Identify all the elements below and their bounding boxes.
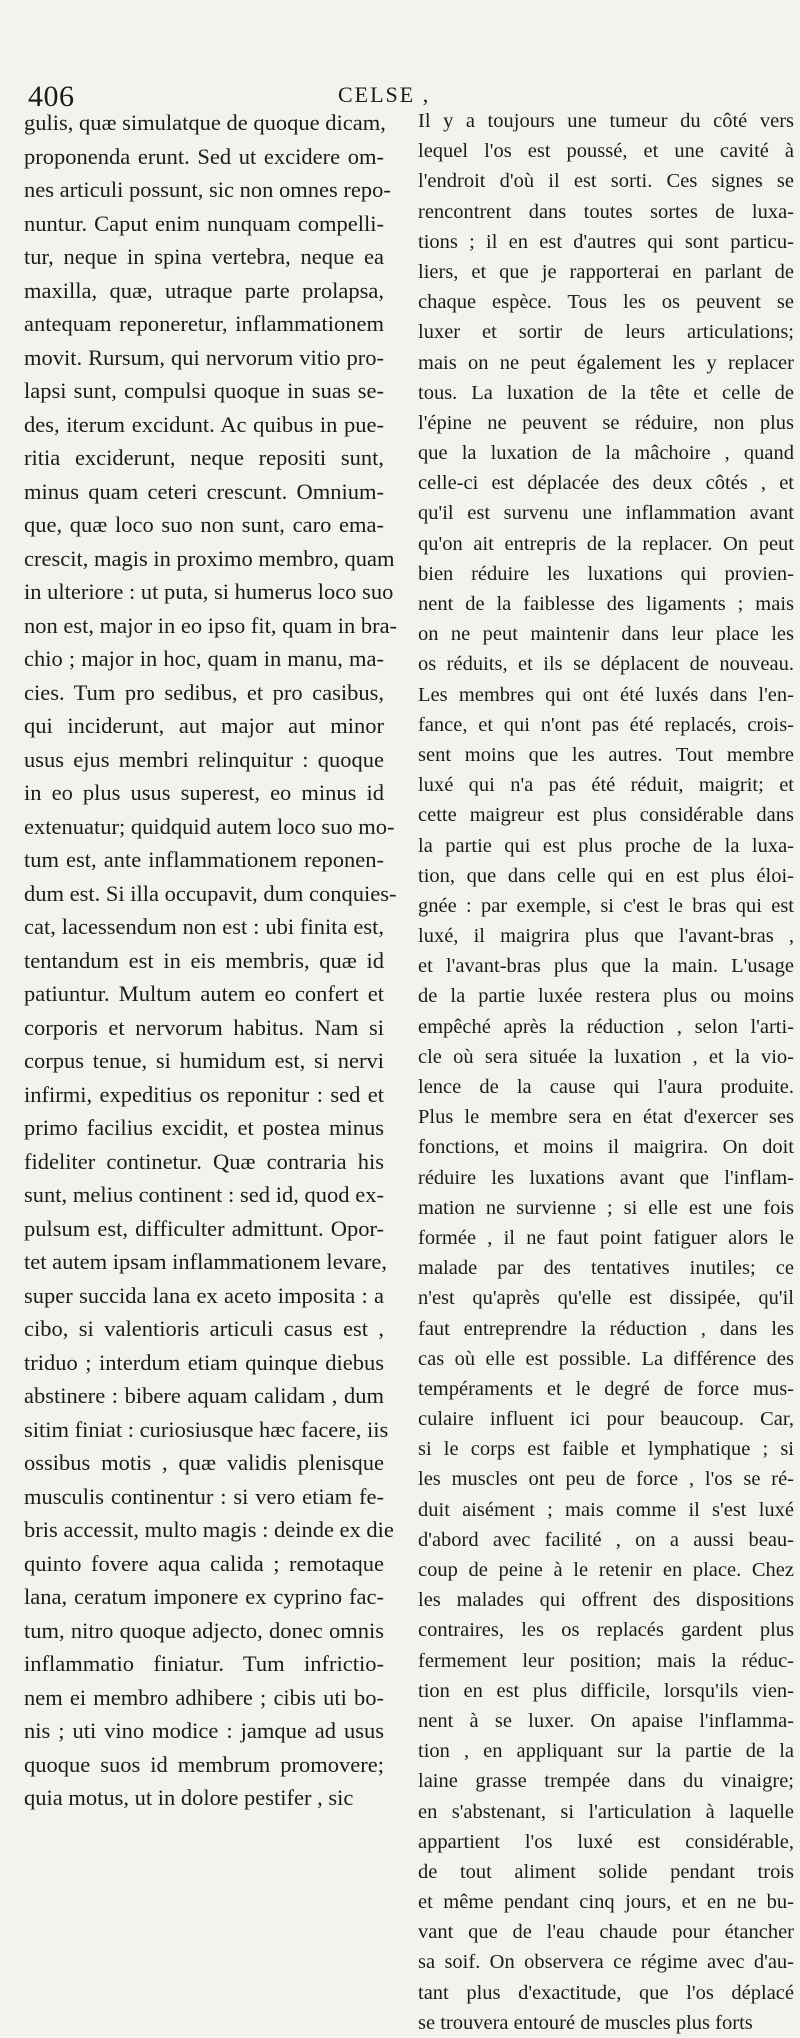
latin-text-line: patiuntur. Multum autem eo confert et [24, 981, 384, 1006]
french-text-line: la partie qui est plus proche de la luxa- [418, 834, 794, 857]
page-number: 406 [28, 80, 75, 113]
latin-text-line: non est, major in eo ipso fit, quam in bra- [24, 612, 398, 638]
latin-text-line: nuntur. Caput enim nunquam compelli- [24, 210, 384, 236]
latin-text-line: antequam reponeretur, inflammationem [24, 311, 384, 336]
french-text-line: mation ne survienne ; si elle est une fois [418, 1196, 794, 1219]
french-text-line: n'est qu'après qu'elle est dissipée, qu'il [418, 1287, 794, 1310]
latin-text-line: ossibus motis , quæ validis plenisque [24, 1450, 384, 1475]
french-text-line: qu'on ait entrepris de la replacer. On peut [418, 532, 794, 555]
french-text-line: l'endroit d'où il est sorti. Ces signes se [418, 170, 794, 193]
latin-text-line: abstinere : bibere aquam calidam , dum [24, 1383, 384, 1408]
latin-text-line: quoque suos id membrum promovere; [24, 1751, 384, 1777]
french-text-line: luxé, il maigrira plus que l'avant-bras , [418, 925, 794, 948]
latin-text-line: cibo, si valentioris articuli casus est , [24, 1316, 384, 1341]
french-text-line: fermement leur position; mais la réduc- [418, 1649, 794, 1672]
latin-text-line: super succida lana ex aceto imposita : a [24, 1282, 384, 1308]
latin-text-line: proponenda erunt. Sed ut excidere om- [24, 143, 384, 169]
latin-text-line: in ulteriore : ut puta, si humerus loco suo [24, 579, 394, 604]
latin-text-line: gulis, quæ simulatque de quoque dicam, [24, 110, 386, 135]
french-text-line: luxer et sortir de leurs articulations; [418, 321, 794, 344]
french-text-line: bien réduire les luxations qui provien- [418, 562, 794, 585]
french-text-line: tion en est plus difficile, lorsqu'ils vien- [418, 1679, 794, 1702]
latin-text-line: ritia exciderunt, neque repositi sunt, [24, 445, 384, 470]
french-text-line: les malades qui offrent des dispositions [418, 1589, 794, 1612]
french-text-line: appartient l'os luxé est considérable, [418, 1830, 794, 1853]
latin-text-line: corporis et nervorum habitus. Nam si [24, 1014, 384, 1040]
latin-text-line: quia motus, ut in dolore pestifer , sic [24, 1785, 354, 1810]
french-text-line: cle où sera située la luxation , et la vio- [418, 1045, 794, 1068]
french-text-line: l'épine ne peuvent se réduire, non plus [418, 411, 794, 434]
french-text-line: et l'avant-bras plus que la main. L'usage [418, 955, 794, 978]
latin-text-line: inflammatio finiatur. Tum infrictio- [24, 1651, 384, 1676]
french-text-line: Les membres qui ont été luxés dans l'en- [418, 683, 794, 706]
latin-text-line: tum est, ante inflammationem reponen- [24, 847, 384, 872]
french-text-line: tion, que dans celle qui en est plus éloi- [418, 864, 794, 887]
latin-text-line: qui inciderunt, aut major aut minor [24, 713, 384, 738]
latin-text-line: lana, ceratum imponere ex cyprino fac- [24, 1584, 384, 1609]
french-text-line: nent de la faiblesse des ligaments ; mais [418, 593, 794, 615]
latin-text-line: nes articuli possunt, sic non omnes repo- [24, 177, 391, 202]
latin-text-line: tum, nitro quoque adjecto, donec omnis [24, 1617, 384, 1643]
latin-text-line: tentandum est in eis membris, quæ id [24, 947, 384, 973]
french-text-line: les muscles ont peu de force , l'os se ré- [418, 1468, 794, 1491]
latin-text-line: infirmi, expeditius os reponitur : sed et [24, 1081, 384, 1107]
latin-text-line: quinto fovere aqua calida ; remotaque [24, 1550, 384, 1576]
latin-text-line: nem ei membro adhibere ; cibis uti bo- [24, 1684, 384, 1710]
french-text-line: qu'il est survenu une inflammation avant [418, 502, 794, 525]
french-text-line: nent à se luxer. On apaise l'inflamma- [418, 1709, 794, 1732]
french-text-line: tions ; il en est d'autres qui sont particu- [418, 230, 794, 253]
latin-text-line: triduo ; interdum etiam quinque diebus [24, 1349, 384, 1375]
latin-text-line: sitim finiat : curiosiusque hæc facere, iis [24, 1416, 389, 1442]
latin-text-line: pulsum est, difficulter admittunt. Opor- [24, 1215, 384, 1241]
latin-text-line: lapsi sunt, compulsi quoque in suas se- [24, 378, 384, 403]
french-text-line: se trouvera entouré de muscles plus forts [418, 2011, 753, 2034]
french-text-line: tous. La luxation de la tête et celle de [418, 381, 794, 404]
french-text-line: en s'abstenant, si l'articulation à laquelle [418, 1800, 794, 1823]
french-text-line: réduire les luxations avant que l'inflam- [418, 1166, 794, 1189]
latin-text-line: maxilla, quæ, utraque parte prolapsa, [24, 277, 384, 303]
latin-text-line: corpus tenue, si humidum est, si nervi [24, 1048, 384, 1073]
latin-text-line: primo facilius excidit, et postea minus [24, 1115, 384, 1140]
french-text-line: duit aisément ; mais comme il s'est luxé [418, 1498, 794, 1521]
french-text-line: luxé qui n'a pas été réduit, maigrit; et [418, 774, 794, 797]
french-text-line: laine grasse trempée dans du vinaigre; [418, 1770, 794, 1793]
french-text-line: si le corps est faible et lymphatique ; si [418, 1438, 794, 1461]
french-text-line: contraires, les os replacés gardent plus [418, 1619, 794, 1642]
french-text-line: faut entreprendre la réduction , dans les [418, 1317, 794, 1340]
latin-text-line: cies. Tum pro sedibus, et pro casibus, [24, 679, 384, 705]
french-text-line: tant plus d'exactitude, que l'os déplacé [418, 1981, 794, 2004]
french-text-line: Plus le membre sera en état d'exercer ses [418, 1106, 794, 1129]
latin-text-line: usus ejus membri relinquitur : quoque [24, 746, 384, 772]
french-text-line: cas où elle est possible. La différence des [418, 1347, 794, 1370]
latin-text-line: dum est. Si illa occupavit, dum conquies- [24, 880, 397, 906]
french-text-line: os réduits, et ils se déplacent de nouveau. [418, 653, 794, 676]
french-text-line: chaque espèce. Tous les os peuvent se [418, 291, 794, 314]
french-text-line: Il y a toujours une tumeur du côté vers [418, 110, 794, 132]
french-text-line: de la partie luxée restera plus ou moins [418, 985, 794, 1008]
latin-text-line: fideliter continetur. Quæ contraria his [24, 1148, 384, 1174]
french-text-line: d'abord avec facilité , on a aussi beau- [418, 1528, 794, 1551]
french-text-line: malade par des tentatives inutiles; ce [418, 1257, 794, 1280]
french-text-line: cette maigreur est plus considérable dans [418, 804, 794, 827]
latin-text-line: que, quæ loco suo non sunt, caro ema- [24, 512, 384, 537]
latin-column [24, 106, 398, 1815]
french-text-line: celle-ci est déplacée des deux côtés , et [418, 472, 794, 495]
french-text-line: vant que de l'eau chaude pour étancher [418, 1921, 794, 1944]
french-text-line: fonctions, et moins il maigrira. On doit [418, 1136, 794, 1159]
latin-text-line: extenuatur; quidquid autem loco suo mo- [24, 813, 395, 839]
latin-text-line: nis ; uti vino modice : jamque ad usus [24, 1718, 384, 1743]
latin-text-line: in eo plus usus superest, eo minus id [24, 780, 384, 805]
latin-text-line: crescit, magis in proximo membro, quam [24, 545, 395, 571]
french-text-line: et même pendant cinq jours, et en ne bu- [418, 1891, 794, 1914]
french-text-line: lequel l'os est poussé, et une cavité à [418, 140, 794, 163]
french-text-line: tempéraments et le degré de force mus- [418, 1377, 794, 1400]
french-text-line: on ne peut maintenir dans leur place les [418, 623, 794, 646]
french-text-line: formée , il ne faut point fatiguer alors le [418, 1226, 794, 1249]
latin-text-line: des, iterum excidunt. Ac quibus in pue- [24, 411, 384, 437]
latin-text-line: cat, lacessendum non est : ubi finita est, [24, 914, 384, 939]
french-text-line: coup de peine à le retenir en place. Chez [418, 1559, 794, 1581]
french-text-line: gnée : par exemple, si c'est le bras qui est [418, 894, 794, 917]
latin-text-line: movit. Rursum, qui nervorum vitio pro- [24, 344, 384, 370]
latin-text-line: bris accessit, multo magis : deinde ex die [24, 1517, 394, 1542]
latin-text-line: tet autem ipsam inflammationem levare, [24, 1249, 387, 1274]
running-head: CELSE , [338, 82, 431, 107]
french-text-line: tion , en appliquant sur la partie de la [418, 1740, 794, 1763]
french-text-line: fance, et qui n'ont pas été replacés, crois- [418, 713, 794, 736]
french-text-line: mais on ne peut également les y replacer [418, 351, 794, 374]
french-text-line: liers, et que je rapporterai en parlant de [418, 260, 794, 283]
latin-text-line: musculis continentur : si vero etiam fe- [24, 1483, 384, 1509]
french-text-line: que la luxation de la mâchoire , quand [418, 442, 794, 465]
french-text-line: empêché après la réduction , selon l'arti- [418, 1015, 794, 1038]
french-text-line: rencontrent dans toutes sortes de luxa- [418, 200, 794, 223]
french-text-line: de tout aliment solide pendant trois [418, 1860, 794, 1883]
french-text-line: culaire influent ici pour beaucoup. Car, [418, 1408, 794, 1431]
latin-text-line: sunt, melius continent : sed id, quod ex- [24, 1182, 384, 1207]
french-text-line: sa soif. On observera ce régime avec d'au- [418, 1951, 794, 1974]
latin-text-line: chio ; major in hoc, quam in manu, ma- [24, 646, 384, 671]
french-text-line: lence de la cause qui l'aura produite. [418, 1076, 794, 1098]
french-column [418, 106, 794, 2038]
french-text-line: sent moins que les autres. Tout membre [418, 743, 794, 766]
latin-text-line: tur, neque in spina vertebra, neque ea [24, 244, 384, 269]
latin-text-line: minus quam ceteri crescunt. Omnium- [24, 478, 384, 504]
